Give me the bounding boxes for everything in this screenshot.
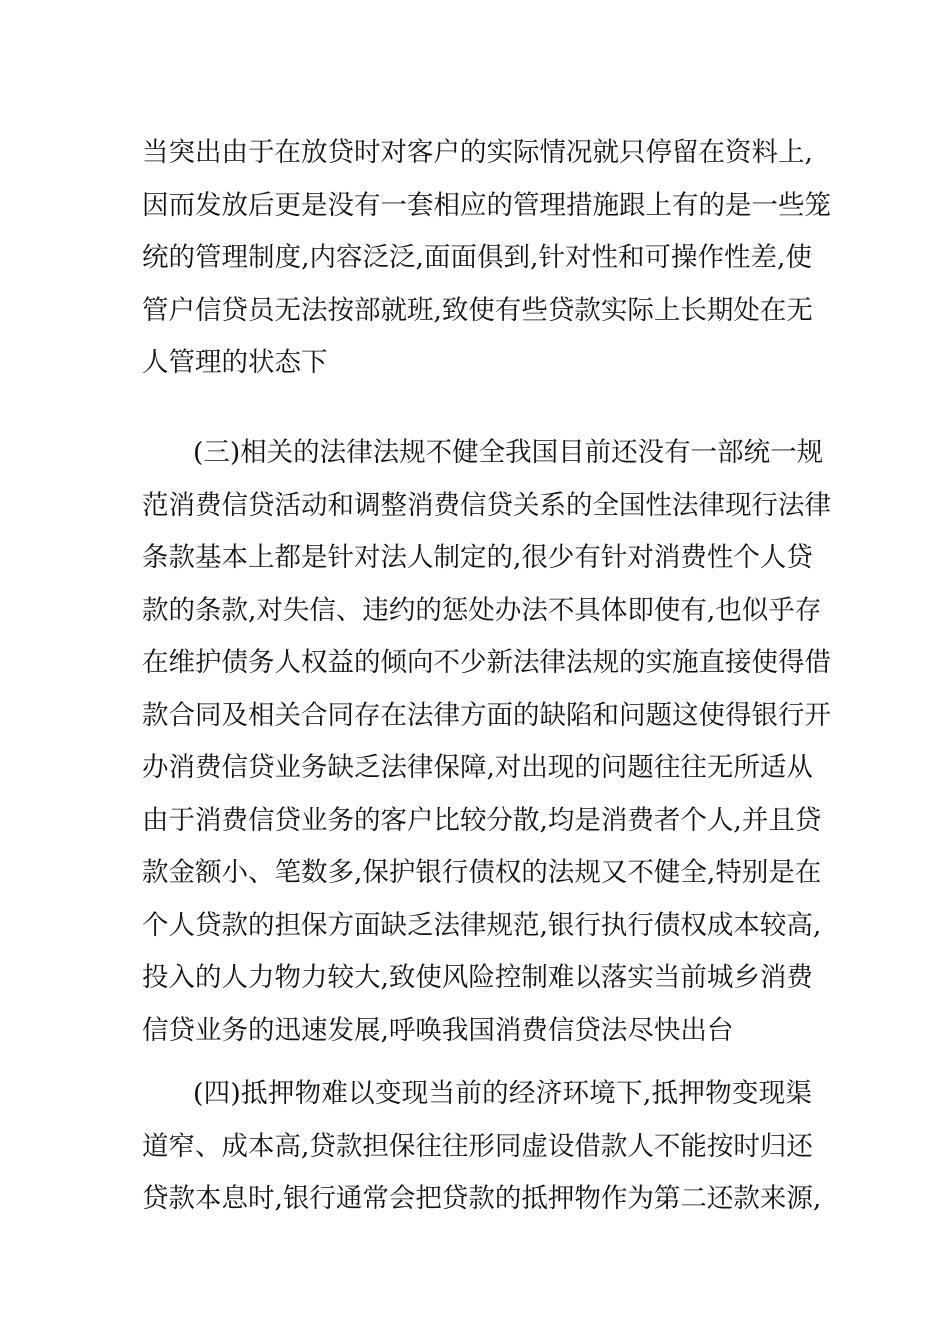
text-line: 信贷业务的迅速发展,呼唤我国消费信贷法尽快出台: [142, 1014, 734, 1046]
text-line: 统的管理制度,内容泛泛,面面俱到,针对性和可操作性差,使: [142, 242, 812, 273]
text-line: 款的条款,对失信、违约的惩处办法不具体即使有,也似乎存: [142, 594, 822, 626]
text-line: 条款基本上都是针对法人制定的,很少有针对消费性个人贷: [142, 542, 813, 573]
text-line: 管户信贷员无法按部就班,致使有些贷款实际上长期处在无: [142, 294, 813, 326]
paragraph-management-issues: [142, 127, 831, 390]
text-line: 范消费信贷活动和调整消费信贷关系的全国性法律现行法律: [142, 489, 831, 521]
text-line: 办消费信贷业务缺乏法律保障,对出现的问题往往无所适从: [142, 752, 813, 783]
section-heading-line: (三)相关的法律法规不健全我国目前还没有一部统一规: [193, 437, 824, 468]
text-line: 因而发放后更是没有一套相应的管理措施跟上有的是一些笼: [142, 189, 831, 221]
text-line: 在维护债务人权益的倾向不少新法律法规的实施直接使得借: [142, 647, 831, 678]
text-line: 道窄、成本高,贷款担保往往形同虚设借款人不能按时归还: [142, 1130, 813, 1162]
text-line: 款金额小、笔数多,保护银行债权的法规又不健全,特别是在: [142, 857, 822, 888]
text-line: 贷款本息时,银行通常会把贷款的抵押物作为第二还款来源,: [142, 1183, 822, 1214]
text-line: 当突出由于在放贷时对客户的实际情况就只停留在资料上,: [142, 137, 813, 168]
paragraph-collateral: [142, 1068, 822, 1226]
paragraph-legal-framework: [142, 427, 831, 1057]
text-line: 个人贷款的担保方面缺乏法律规范,银行执行债权成本较高,: [142, 909, 822, 941]
text-line: 投入的人力物力较大,致使风险控制难以落实当前城乡消费: [142, 962, 813, 993]
text-line: 人管理的状态下: [142, 347, 328, 378]
text-line: 款合同及相关合同存在法律方面的缺陷和问题这使得银行开: [142, 699, 831, 731]
section-heading-line: (四)抵押物难以变现当前的经济环境下,抵押物变现渠: [193, 1078, 812, 1109]
text-line: 由于消费信贷业务的客户比较分散,均是消费者个人,并且贷: [142, 804, 822, 836]
